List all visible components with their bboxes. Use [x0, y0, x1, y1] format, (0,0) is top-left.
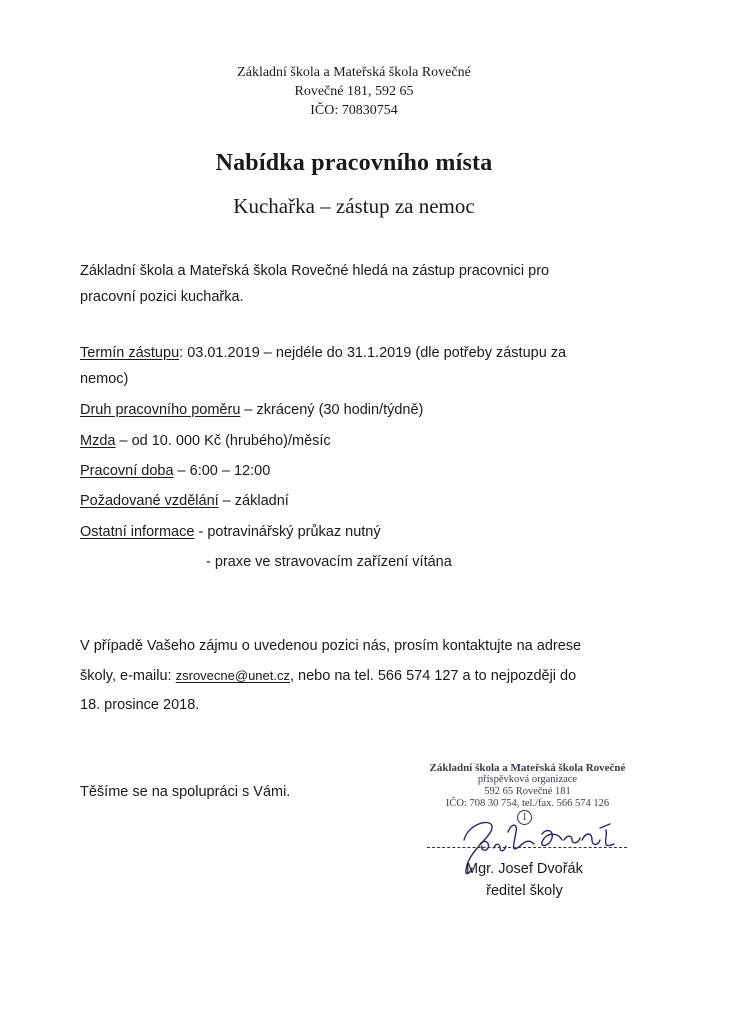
edu-label: Požadované vzdělání — [80, 493, 219, 509]
type-value: – zkrácený (30 hodin/týdně) — [240, 402, 424, 418]
detail-hours — [80, 458, 270, 484]
other-value-2: - praxe ve stravovacím zařízení vítána — [206, 554, 452, 570]
edu-value: – základní — [218, 493, 289, 509]
intro-line-1: Základní škola a Mateřská škola Rovečné hledá na zástup pracovnici pro — [80, 263, 550, 279]
stamp-mark-number: 1 — [522, 812, 527, 823]
contact-line-1: V případě Vašeho zájmu o uvedenou pozici nás, prosím kontaktujte na adrese — [80, 638, 582, 654]
detail-term — [80, 340, 566, 392]
other-value: - potravinářský průkaz nutný — [194, 524, 381, 540]
hours-value: – 6:00 – 12:00 — [173, 463, 271, 479]
wage-label: Mzda — [80, 433, 116, 449]
contact-paragraph — [80, 632, 581, 720]
closing-text: Těšíme se na spolupráci s Vámi. — [80, 784, 291, 800]
intro-line-2: pracovní pozici kuchařka. — [80, 289, 244, 305]
school-name: Základní škola a Mateřská škola Rovečné — [237, 65, 471, 80]
contact-line-3: 18. prosince 2018. — [80, 697, 200, 713]
detail-education — [80, 488, 289, 514]
term-value: : 03.01.2019 – nejdéle do 31.1.2019 (dle potřeby zástupu za — [179, 345, 567, 361]
term-label: Termín zástupu — [80, 345, 180, 361]
signatory-name: Mgr. Josef Dvořák — [466, 861, 583, 877]
school-address: Rovečné 181, 592 65 — [294, 84, 414, 99]
contact-email-link[interactable]: zsrovecne@unet.cz — [175, 668, 290, 683]
hours-label: Pracovní doba — [80, 463, 174, 479]
stamp-line-1: Základní škola a Mateřská škola Rovečné — [429, 762, 626, 774]
signatory-role: ředitel školy — [486, 883, 563, 899]
term-value-2: nemoc) — [80, 371, 129, 387]
stamp-line-4: IČO: 708 30 754, tel./fax. 566 574 126 — [445, 798, 610, 809]
detail-contract-type — [80, 397, 423, 423]
page-title: Nabídka pracovního místa — [215, 150, 493, 176]
page-subtitle: Kuchařka – zástup za nemoc — [233, 194, 475, 218]
stamp-line-3: 592 65 Rovečné 181 — [484, 786, 571, 797]
school-ico: IČO: 70830754 — [310, 103, 398, 118]
type-label: Druh pracovního poměru — [80, 402, 241, 418]
signature-line — [427, 847, 627, 848]
stamp-line-2: příspěvková organizace — [477, 774, 578, 785]
intro-paragraph — [80, 258, 549, 310]
contact-line-2-post: , nebo na tel. 566 574 127 a to nejpozději do — [289, 668, 577, 684]
wage-value: – od 10. 000 Kč (hrubého)/měsíc — [115, 433, 331, 449]
school-stamp — [415, 762, 640, 810]
contact-line-2-pre: školy, e-mailu: — [80, 668, 176, 684]
signatory-block — [466, 858, 583, 902]
detail-wage — [80, 428, 331, 454]
detail-other — [80, 519, 381, 545]
other-label: Ostatní informace — [80, 524, 195, 540]
